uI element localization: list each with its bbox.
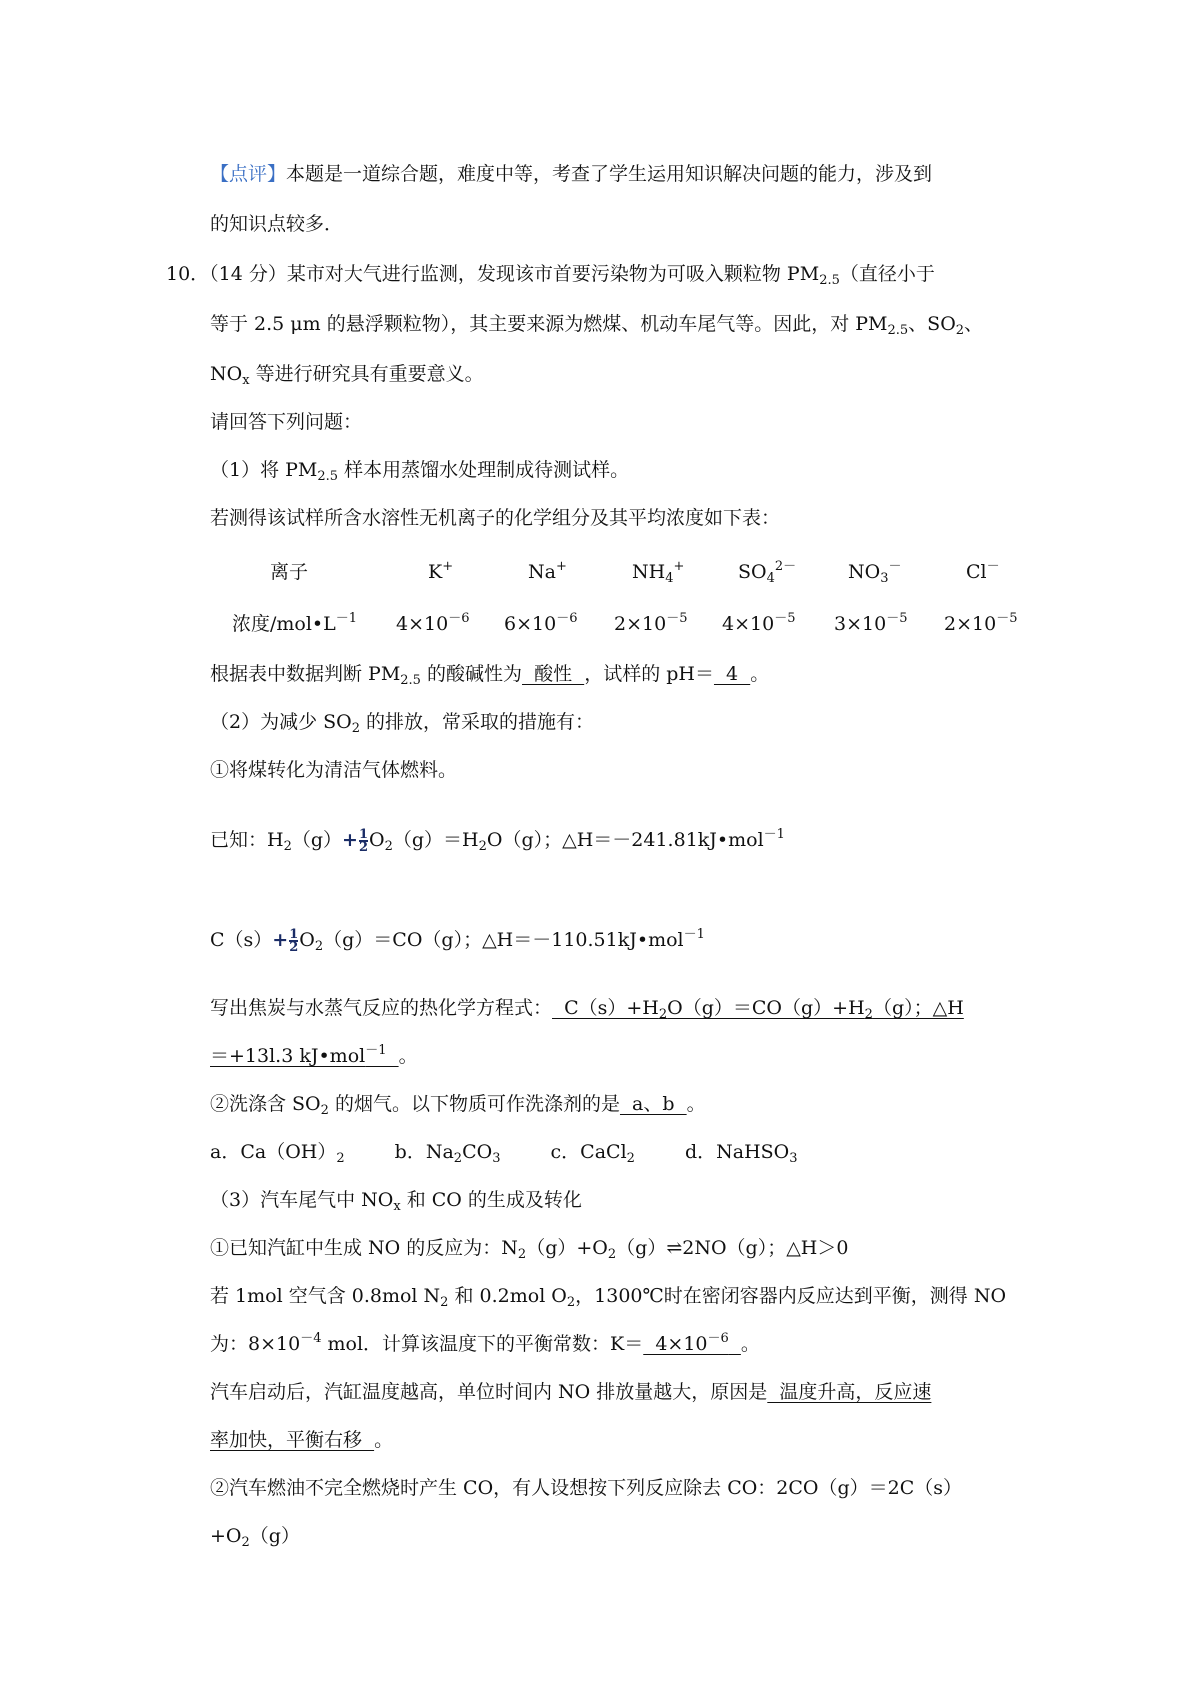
option-a: a．$Ca(OH)_2$: [210, 1141, 345, 1166]
question-ask: 请回答下列问题：: [210, 411, 363, 433]
conc-so4: $4\times 10^{-5}$: [722, 611, 796, 635]
answer-reason-2: 率加快，平衡右移: [210, 1429, 375, 1451]
answer-k: $4\times 10^{-6}$: [643, 1331, 729, 1355]
part2-step1: ①将煤转化为清洁气体燃料。: [210, 759, 458, 781]
answer-thermo-eq: $C(s)+H_2O(g)=CO(g)+H_2(g)$；△H: [552, 997, 964, 1022]
equation-h2: 已知：$H_2(g)+$ $\frac{1}{2}$ $O_2(g)=H_2O(g)$；△H＝－241.81kJ•mol$^{-1}$: [210, 827, 785, 855]
comment-text-continued: 的知识点较多．: [210, 213, 344, 235]
answer-reason: 温度升高，反应速: [767, 1381, 932, 1403]
table-header-label: 离子: [270, 561, 309, 583]
ion-cl: Cl－: [966, 559, 1000, 583]
answer-detergent: a、b: [619, 1093, 687, 1115]
comment-line-2: [210, 210, 343, 238]
answer-thermo-eq-2: ＝+13l.3 kJ•mol$^{-1}$: [210, 1043, 387, 1067]
conc-nh4: $2\times 10^{-5}$: [614, 611, 688, 635]
part1-title: （1）将 $PM_{2.5}$ 样本用蒸馏水处理制成待测试样。: [210, 459, 630, 484]
option-d: d．NaHSO$_3$: [684, 1141, 798, 1166]
part1-table-intro: 若测得该试样所含水溶性无机离子的化学组分及其平均浓度如下表：: [210, 507, 781, 529]
conc-cl: $2\times 10^{-5}$: [944, 611, 1018, 635]
fraction-half-2: $\frac{1}{2}$: [289, 927, 299, 955]
answer-acidity: 酸性: [522, 663, 585, 685]
part2-title: （2）为减少 $SO_2$ 的排放，常采取的措施有：: [210, 711, 595, 736]
conc-no3: $3\times 10^{-5}$: [834, 611, 908, 635]
ion-na: Na+: [528, 559, 567, 583]
comment-text: 本题是一道综合题，难度中等，考查了学生运用知识解决问题的能力，涉及到: [286, 163, 933, 185]
part3-reason-2: 率加快，平衡右移 。: [210, 1429, 394, 1451]
part3-air: 若 1mol 空气含 0.8mol $N_2$ 和 0.2mol $O_2$，1300℃时在密闭容器内反应达到平衡，测得 NO: [210, 1285, 1007, 1310]
part2-write-2: ＝+13l.3 kJ•mol$^{-1}$ 。: [210, 1043, 418, 1067]
part2-options: [210, 1138, 798, 1166]
option-b: b．$Na_2CO_3$: [394, 1141, 501, 1166]
equation-c: C（s）+ $\frac{1}{2}$ $O_2(g)=CO(g)$；△H＝－110.51kJ•mol$^{-1}$: [210, 927, 705, 955]
table-conc-label: 浓度$/mol•L^{-1}$: [232, 611, 358, 635]
ion-so4: $SO_4^{2-}$: [738, 559, 797, 586]
fraction-half: $\frac{1}{2}$: [358, 827, 368, 855]
comment-line-1: [210, 160, 932, 188]
part1-judge: 根据表中数据判断 $PM_{2.5}$ 的酸碱性为 酸性 ，试样的 pH＝ 4 。: [210, 663, 770, 688]
question-title: 10．（14 分）某市对大气进行监测，发现该市首要污染物为可吸入颗粒物 $PM_{2.5}$（直径小于: [166, 263, 935, 288]
ion-no3: $NO_3^-$: [848, 559, 902, 586]
part3-title: （3）汽车尾气中 $NO_x$ 和 CO 的生成及转化: [210, 1189, 582, 1214]
comment-tag: 【点评】: [210, 163, 287, 185]
option-c: c．CaCl$_2$: [550, 1141, 635, 1166]
conc-na: $6\times 10^{-6}$: [504, 611, 578, 635]
part2-write: 写出焦炭与水蒸气反应的热化学方程式： $C(s)+H_2O(g)=CO(g)+H_2(g)$；△H: [210, 997, 964, 1022]
answer-ph: 4: [713, 663, 751, 685]
part3-reaction: ①已知汽缸中生成 NO 的反应为：$N_2(g)+O_2(g)\rightleftharpoons 2NO(g)$；△H＞0: [210, 1237, 849, 1262]
question-intro-3: $NO_x$ 等进行研究具有重要意义。: [210, 363, 484, 388]
part3-reason: 汽车启动后，汽缸温度越高，单位时间内 NO 排放量越大，原因是 温度升高，反应速: [210, 1381, 932, 1403]
question-intro-2: 等于 2.5 μm 的悬浮颗粒物），其主要来源为燃煤、机动车尾气等。因此，对 $PM_{2.5}$、$SO_2$、: [210, 313, 984, 338]
part3-k: 为：$8\times 10^{-4}$ mol．计算该温度下的平衡常数：$K= 4\times 10^{-6}$ 。: [210, 1331, 760, 1355]
ion-k: K+: [428, 559, 454, 583]
part3-co: ②汽车燃油不完全燃烧时产生 CO，有人设想按下列反应除去 CO：2CO（g）＝2C（s）: [210, 1477, 963, 1499]
part2-step2: ②洗涤含 $SO_2$ 的烟气。以下物质可作洗涤剂的是 a、b 。: [210, 1093, 706, 1118]
ion-nh4: $NH_4^+$: [632, 559, 685, 586]
part3-co-2: $+O_2(g)$: [210, 1525, 300, 1550]
conc-k: $4\times 10^{-6}$: [396, 611, 470, 635]
